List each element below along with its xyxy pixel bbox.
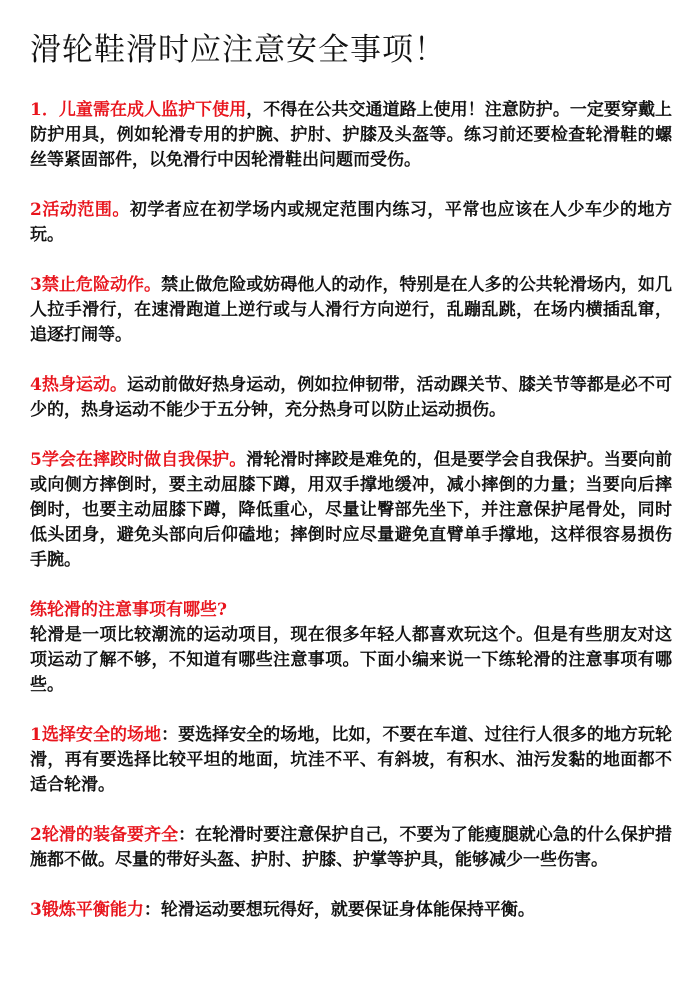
faq-intro-text: 轮滑是一项比较潮流的运动项目，现在很多年轻人都喜欢玩这个。但是有些朋友对这项运动了解不够，不知道有哪些注意事项。下面小编来说一下练轮滑的注意事项有哪些。 <box>30 625 672 695</box>
safety-item-4-heading: 4热身运动。 <box>30 375 128 395</box>
safety-item-1 <box>30 98 672 173</box>
faq-block <box>30 598 672 698</box>
safety-item-1-heading: 1．儿童需在成人监护下使用 <box>30 100 247 120</box>
tip-item-3-heading: 3锻炼平衡能力 <box>30 900 144 920</box>
page-title: 滑轮鞋滑时应注意安全事项！ <box>30 32 446 68</box>
safety-item-3-text: 禁止做危险或妨碍他人的动作，特别是在人多的公共轮滑场内，如几人拉手滑行，在速滑跑道上逆行或与人滑行方向逆行，乱蹦乱跳，在场内横插乱窜，追逐打闹等。 <box>30 275 672 345</box>
tip-item-2-text: ：在轮滑时要注意保护自己，不要为了能瘦腿就心急的什么保护措施都不做。尽量的带好头盔、护肘、护膝、护掌等护具，能够减少一些伤害。 <box>30 825 672 870</box>
safety-item-2-heading: 2活动范围。 <box>30 200 130 220</box>
tip-item-3 <box>30 898 672 923</box>
safety-item-5-heading: 5学会在摔跤时做自我保护。 <box>30 450 247 470</box>
safety-item-2 <box>30 198 672 248</box>
tip-item-2-heading: 2轮滑的装备要齐全 <box>30 825 179 845</box>
safety-item-1-text: ，不得在公共交通道路上使用！注意防护。一定要穿戴上防护用具，例如轮滑专用的护腕、护肘、护膝及头盔等。练习前还要检查轮滑鞋的螺丝等紧固部件，以免滑行中因轮滑鞋出问题而受伤。 <box>30 100 673 170</box>
safety-item-4-text: 运动前做好热身运动，例如拉伸韧带，活动踝关节、膝关节等都是必不可少的，热身运动不能少于五分钟，充分热身可以防止运动损伤。 <box>30 375 672 420</box>
safety-item-5 <box>30 448 672 573</box>
safety-item-4 <box>30 373 672 423</box>
safety-item-2-text: 初学者应在初学场内或规定范围内练习，平常也应该在人少车少的地方玩。 <box>30 200 672 245</box>
safety-item-3-heading: 3禁止危险动作。 <box>30 275 162 295</box>
safety-item-3 <box>30 273 672 348</box>
tip-item-2 <box>30 823 672 873</box>
faq-heading: 练轮滑的注意事项有哪些? <box>30 600 227 620</box>
tip-item-1-heading: 1选择安全的场地 <box>30 725 162 745</box>
tip-item-1-text: ：要选择安全的场地，比如，不要在车道、过往行人很多的地方玩轮滑，再有要选择比较平坦的地面，坑洼不平、有斜坡，有积水、油污发黏的地面都不适合轮滑。 <box>30 725 672 795</box>
safety-item-5-text: 滑轮滑时摔跤是难免的，但是要学会自我保护。当要向前或向侧方摔倒时，要主动屈膝下蹲，用双手撑地缓冲，减小摔倒的力量；当要向后摔倒时，也要主动屈膝下蹲，降低重心，尽量让臀部先坐下，并注意保护尾骨处，同时低头团身，避免头部向后仰磕地；摔倒时应尽量避免直臂单手撑地，这样很容易损伤手腕。 <box>30 450 673 570</box>
tip-item-1 <box>30 723 672 798</box>
tip-item-3-text: ：轮滑运动要想玩得好，就要保证身体能保持平衡。 <box>143 900 535 920</box>
